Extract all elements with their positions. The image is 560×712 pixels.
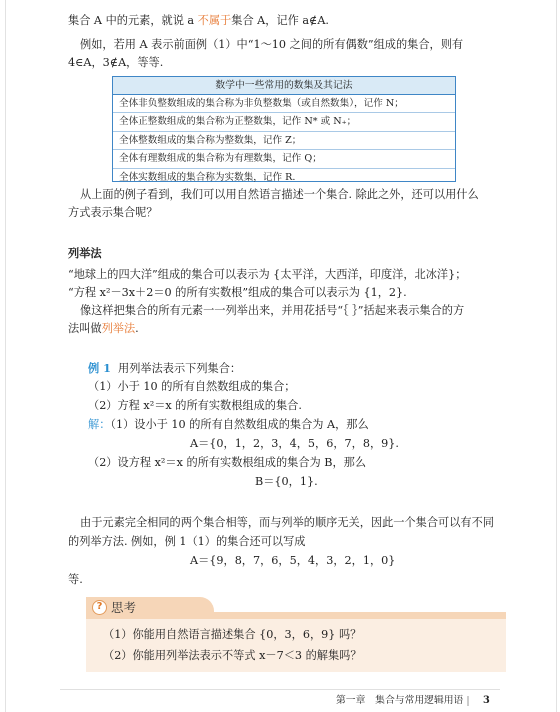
think-question-1: （1）你能用自然语言描述集合 {0，3，6，9} 吗？ (103, 628, 362, 641)
think-question-2: （2）你能用列举法表示不等式 x－7＜3 的解集吗？ (103, 649, 362, 662)
section-line-4 (68, 321, 139, 337)
section-title: 列举法 (68, 246, 102, 260)
example-item-2: （2）方程 x²＝x 的所有实数根组成的集合. (88, 399, 302, 412)
question-icon: ? (92, 600, 107, 615)
think-title: 思考 (111, 600, 137, 615)
solution-label: 解： (88, 418, 111, 431)
para1-line-1: 从上面的例子看到，我们可以用自然语言描述一个集合. 除此之外，还可以用什么 (80, 188, 479, 201)
section-line-3: 像这样把集合的所有元素一一列举出来，并用花括号“｛ ｝”括起来表示集合的方 (80, 304, 465, 317)
solution-eq-1: A＝{0，1，2，3，4，5，6，7，8，9}. (190, 437, 399, 450)
term-not-belong: 不属于 (197, 14, 232, 27)
intro-text: 集合 A 中的元素，就说 a (68, 14, 198, 27)
term-enumeration: 列举法 (101, 322, 136, 335)
intro-line-2: 例如，若用 A 表示前面例（1）中“1～10 之间的所有偶数”组成的集合，则有 (80, 38, 464, 51)
solution-line-1 (88, 417, 369, 433)
example-heading (88, 360, 241, 377)
section-line-2: “方程 x²－3x＋2＝0 的所有实数根”组成的集合可以表示为 {1，2}. (68, 286, 407, 299)
definition-text: 法叫做 (68, 322, 102, 335)
example-item-1: （1）小于 10 的所有自然数组成的集合； (88, 380, 296, 393)
footer-divider-icon (465, 696, 477, 706)
page-number: 3 (483, 695, 490, 706)
para2-line-1: 由于元素完全相同的两个集合相等，而与列举的顺序无关，因此一个集合可以有不同 (80, 516, 494, 529)
table-row: 全体正整数组成的集合称为正整数集，记作 N* 或 N₊； (113, 113, 455, 131)
solution-eq-2: B＝{0，1}. (255, 475, 318, 488)
para2-eq: A＝{9，8，7，6，5，4，3，2，1，0} (190, 554, 396, 567)
number-sets-table (112, 76, 456, 182)
table-header: 数学中一些常用的数集及其记法 (113, 77, 455, 95)
example-label: 例 1 (88, 361, 111, 375)
para1-line-2: 方式表示集合呢？ (68, 206, 158, 219)
intro-line-1 (68, 13, 329, 29)
intro-line-3: 4∈A，3∉A，等等. (68, 56, 164, 69)
solution-text: （1）设小于 10 的所有自然数组成的集合为 A，那么 (110, 418, 369, 431)
table-row: 全体实数组成的集合称为实数集，记作 R. (119, 171, 296, 183)
footer-rule (60, 689, 500, 690)
footer-chapter: 第一章 集合与常用逻辑用语 (336, 695, 464, 706)
table-row: 全体非负整数组成的集合称为非负整数集（或自然数集），记作 N； (113, 95, 455, 113)
table-row: 全体整数组成的集合称为整数集，记作 Z； (113, 132, 455, 150)
para2-line-3: 等. (68, 573, 83, 586)
table-row: 全体有理数组成的集合称为有理数集，记作 Q； (113, 150, 455, 168)
intro-text: 集合 A，记作 a∉A. (231, 14, 329, 27)
para2-line-2: 的列举方法. 例如，例 1（1）的集合还可以写成 (68, 535, 306, 548)
example-prompt: 用列举法表示下列集合： (118, 362, 242, 375)
think-box-band (86, 612, 506, 619)
definition-text: . (135, 322, 139, 335)
section-line-1: “地球上的四大洋”组成的集合可以表示为 {太平洋，大西洋，印度洋，北冰洋}； (68, 268, 467, 281)
solution-line-2: （2）设方程 x²＝x 的所有实数根组成的集合为 B，那么 (88, 456, 367, 469)
